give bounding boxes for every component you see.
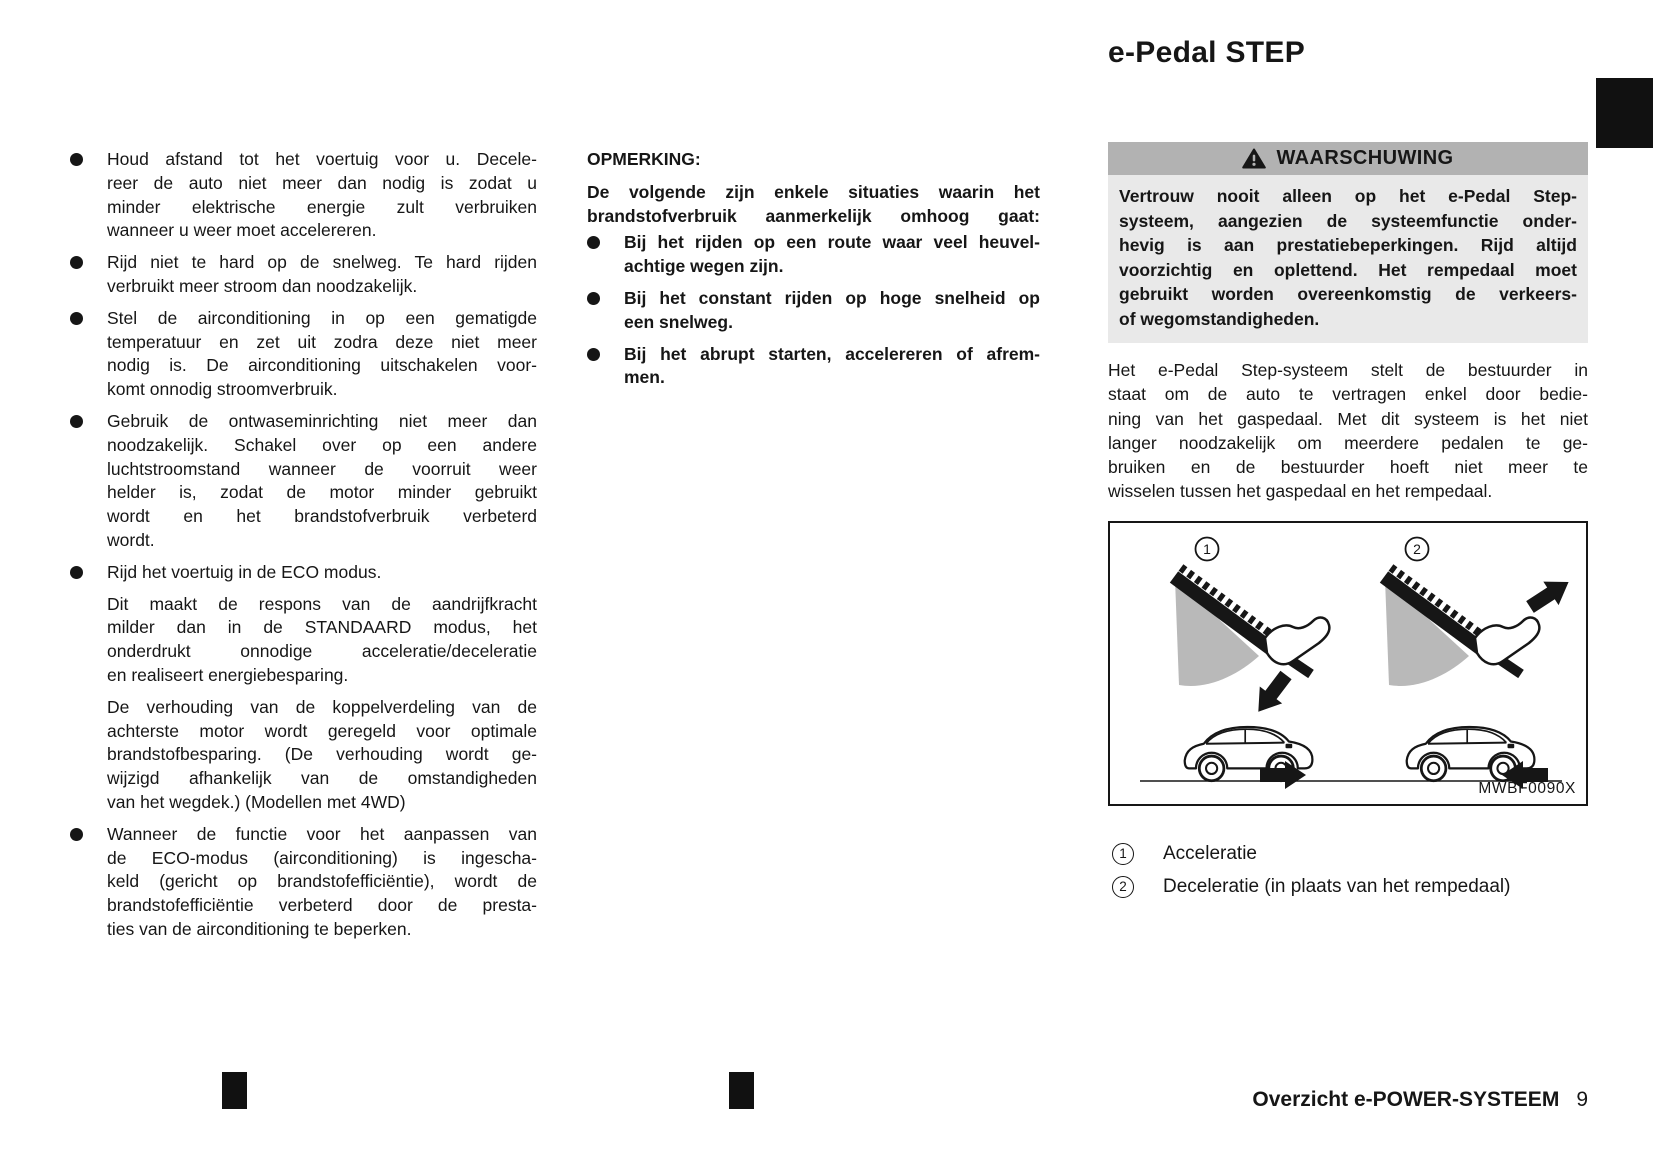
text-line: Het e-Pedal Step-systeem stelt de bestuurder in [1108,360,1588,380]
bullet-item [70,410,537,553]
page-number: 9 [1576,1088,1588,1111]
bullet-item [70,251,537,299]
footer-section-title: Overzicht e-POWER-SYSTEEM [1252,1088,1560,1111]
bullet-icon [587,292,600,305]
text-line: brandstofefficiëntie verbeterd door de presta- [107,895,537,916]
text-line: ties van de airconditioning te beperken. [107,918,412,939]
text-line: hevig is aan prestatiebeperkingen. Rijd altijd [1119,235,1577,255]
text-line: Bij het constant rijden op hoge snelheid op [624,287,1040,308]
text-line: minder elektrische energie zult verbruiken [107,196,537,217]
text-line: luchtstroomstand wanneer de voorruit weer [107,458,537,479]
text-line: staat om de auto te vertragen enkel door bedie- [1108,384,1588,405]
circled-number-1-icon: 1 [1112,843,1134,865]
text-line: Wanneer de functie voor het aanpassen van [107,823,537,844]
text-line: Stel de airconditioning in op een gematigde [107,307,537,328]
left-column [70,148,537,950]
text-line: komt onnodig stroomverbruik. [107,379,338,400]
text-line: en realiseert energiebesparing. [107,664,349,685]
bullet-icon [70,415,83,428]
paragraph-item [70,696,537,815]
legend-item [1108,876,1588,898]
text-line: temperatuur en zet uit zodra deze niet meer [107,331,537,352]
bullet-icon [70,828,83,841]
text-line: Gebruik de ontwaseminrichting niet meer dan [107,410,537,431]
text-line: De volgende zijn enkele situaties waarin het [587,181,1040,202]
print-mark [222,1072,247,1109]
intro-paragraph [1108,358,1588,504]
text-line: bruiken en de bestuurder hoeft niet meer te [1108,457,1588,478]
warning-box [1108,142,1588,343]
callout-2: 2 [1413,541,1421,557]
note-column [587,148,1040,398]
text-line: Dit maakt de respons van de aandrijfkracht [107,593,537,614]
warning-triangle-icon [1242,148,1266,169]
callout-1: 1 [1203,541,1211,557]
text-line: een snelweg. [624,311,733,332]
bullet-icon [70,153,83,166]
pedal-illustration [1108,521,1588,806]
text-line: men. [624,367,665,388]
warning-body [1108,175,1588,343]
text-line: de ECO-modus (airconditioning) is ingescha- [107,847,537,868]
page-title: e-Pedal STEP [1108,36,1306,69]
text-line: voorzichtig en oplettend. Het rempedaal moet [1119,259,1577,280]
text-line: Vertrouw nooit alleen op het e-Pedal Step- [1119,186,1577,206]
text-line: langer noodzakelijk om meerdere pedalen te ge- [1108,432,1588,453]
bullet-item [587,343,1040,391]
text-line: achtige wegen zijn. [624,256,784,277]
text-line: Rijd het voertuig in de ECO modus. [107,561,382,582]
page-footer [1252,1088,1588,1112]
text-line: noodzakelijk. Schakel over op een andere [107,434,537,455]
text-line: De verhouding van de koppelverdeling van de [107,696,537,717]
text-line: wordt en het brandstofverbruik verbeterd [107,506,537,527]
text-line: brandstofverbruik aanmerkelijk omhoog gaat: [587,205,1040,226]
text-line: van het wegdek.) (Modellen met 4WD) [107,791,406,812]
text-line: keld (gericht op brandstofefficiëntie), wordt de [107,871,537,892]
text-line: Bij het abrupt starten, accelereren of afrem- [624,343,1040,364]
paragraph-item [70,593,537,688]
text-line: helder is, zodat de motor minder gebruikt [107,482,537,503]
bullet-icon [587,348,600,361]
figure-legend [1108,843,1588,909]
text-line: nodig is. De airconditioning uitschakelen voor- [107,355,537,376]
figure-code: MWBF0090X [1478,780,1576,797]
note-intro [587,181,1040,229]
bullet-item [70,148,537,243]
pedal-illustration-svg [1110,523,1586,804]
text-line: wordt. [107,529,155,550]
text-line: wijzigd afhankelijk van de omstandigheden [107,768,537,789]
legend-label: Deceleratie (in plaats van het rempedaal) [1163,876,1511,897]
bullet-icon [70,312,83,325]
text-line: brandstofbesparing. (De verhouding wordt ge- [107,744,537,765]
bullet-item [587,231,1040,279]
note-heading: OPMERKING: [587,149,701,169]
bullet-icon [587,236,600,249]
warning-header [1108,142,1588,175]
text-line: onderdrukt onnodige acceleratie/deceleratie [107,641,537,662]
print-mark [729,1072,754,1109]
bullet-item [70,823,537,942]
text-line: achterste motor wordt geregeld voor optimale [107,720,537,741]
warning-title: WAARSCHUWING [1276,147,1454,169]
text-line: verbruikt meer stroom dan noodzakelijk. [107,275,418,296]
text-line: ning van het gaspedaal. Met dit systeem is het niet [1108,408,1588,429]
bullet-item [70,561,537,585]
pedal-diagram-decelerate [1384,538,1576,686]
section-edge-tab [1596,78,1653,148]
pedal-diagram-accelerate [1174,538,1329,721]
text-line: Houd afstand tot het voertuig voor u. Decele- [107,149,537,169]
text-line: gebruikt worden overeenkomstig de verkeers- [1119,284,1577,304]
circled-number-2-icon: 2 [1112,876,1134,898]
text-line: wisselen tussen het gaspedaal en het rempedaal. [1108,481,1493,502]
bullet-item [70,307,537,402]
text-line: of wegomstandigheden. [1119,308,1320,329]
legend-item [1108,843,1588,865]
bullet-item [587,287,1040,335]
bullet-icon [70,566,83,579]
text-line: milder dan in de STANDAARD modus, het [107,617,537,638]
text-line: Bij het rijden op een route waar veel heuvel- [624,232,1040,253]
text-line: wanneer u weer moet accelereren. [107,220,377,241]
bullet-icon [70,256,83,269]
text-line: reer de auto niet meer dan nodig is zodat u [107,172,537,193]
legend-label: Acceleratie [1163,843,1257,864]
text-line: systeem, aangezien de systeemfunctie onder- [1119,210,1577,231]
text-line: Rijd niet te hard op de snelweg. Te hard rijden [107,252,537,273]
